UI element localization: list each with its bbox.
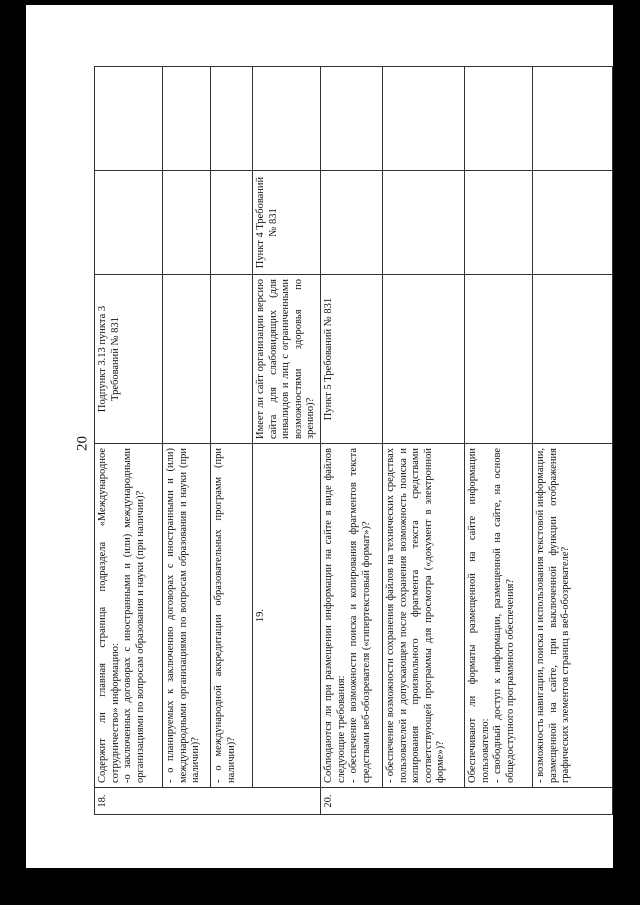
reference-cell: Подпункт 3.13 пункта 3 Требований № 831: [95, 275, 163, 444]
question-cell: [320, 444, 382, 788]
empty-cell: [253, 67, 321, 171]
empty-cell: [211, 171, 253, 275]
document-page: [26, 5, 613, 868]
empty-cell: [382, 171, 464, 275]
empty-cell: [532, 171, 612, 275]
row-number: 19.: [253, 444, 321, 788]
list-item: - обеспечение возможности поиска и копирования фрагментов текста средствами веб-обозревателя («гипертекстовый формат»)?: [348, 448, 372, 783]
row-number: 20.: [320, 788, 612, 815]
table-row: [95, 67, 163, 815]
reference-cell: [382, 275, 464, 444]
reference-cell: [464, 275, 532, 444]
empty-cell: [163, 67, 211, 171]
question-text: Содержит ли главная страница подраздела «Международное сотрудничество» информацию:: [97, 448, 121, 783]
reference-cell: Пункт 4 Требований № 831: [253, 171, 321, 275]
checklist-table: [94, 66, 613, 815]
question-cell: Имеет ли сайт организации версию сайта для слабовидящих (для инвалидов и лиц с ограниченными возможностями здоровья по зрению)?: [253, 275, 321, 444]
empty-cell: [320, 67, 382, 171]
empty-cell: [95, 171, 163, 275]
empty-cell: [95, 67, 163, 171]
table-row: [253, 67, 321, 815]
empty-cell: [382, 67, 464, 171]
list-item: - возможность навигации, поиска и использования текстовой информации, размещенной на сайте, при выключенной функции отображения графических элементов страниц в веб-обозревателе?: [532, 444, 612, 788]
empty-cell: [532, 67, 612, 171]
table-row: [211, 67, 253, 815]
list-item: - обеспечение возможности сохранения файлов на технических средствах пользователей и допускающем после сохранения возможность поиска и копирования произвольного фрагмента текста средствами соответствующей программы для просмотра («документ в электронной форме»)?: [382, 444, 464, 788]
reference-cell: [211, 275, 253, 444]
empty-cell: [211, 67, 253, 171]
table-row: [320, 67, 382, 815]
table-row: [532, 67, 612, 815]
page-number: 20: [74, 436, 91, 451]
reference-cell: Пункт 5 Требований № 831: [320, 275, 382, 444]
checklist-table-wrapper: [94, 70, 599, 815]
reference-cell: [532, 275, 612, 444]
table-row: [464, 67, 532, 815]
list-item: - о международной аккредитации образовательных программ (при наличии)?: [211, 444, 253, 788]
empty-cell: [320, 171, 382, 275]
empty-cell: [464, 67, 532, 171]
reference-cell: [163, 275, 211, 444]
question-text: Обеспечивают ли форматы размещенной на сайте информации пользователю:: [466, 448, 491, 783]
question-text: Соблюдаются ли при размещении информации на сайте в виде файлов следующие требования:: [322, 448, 347, 783]
list-item: -о заключенных договорах с иностранными и (или) международными организациями по вопросам образования и науки (при наличии)?: [122, 448, 146, 783]
row-number: 18.: [95, 788, 321, 815]
table-row: [382, 67, 464, 815]
list-item: - свободный доступ к информации, размещенной на сайте, на основе общедоступного программного обеспечения?: [492, 448, 516, 783]
question-cell: [95, 444, 163, 788]
table-row: [163, 67, 211, 815]
list-item: - о планируемых к заключению договорах с иностранными и (или) международными организациями по вопросам образования и науки (при наличии)?: [163, 444, 211, 788]
empty-cell: [464, 171, 532, 275]
question-cell: [464, 444, 532, 788]
empty-cell: [163, 171, 211, 275]
